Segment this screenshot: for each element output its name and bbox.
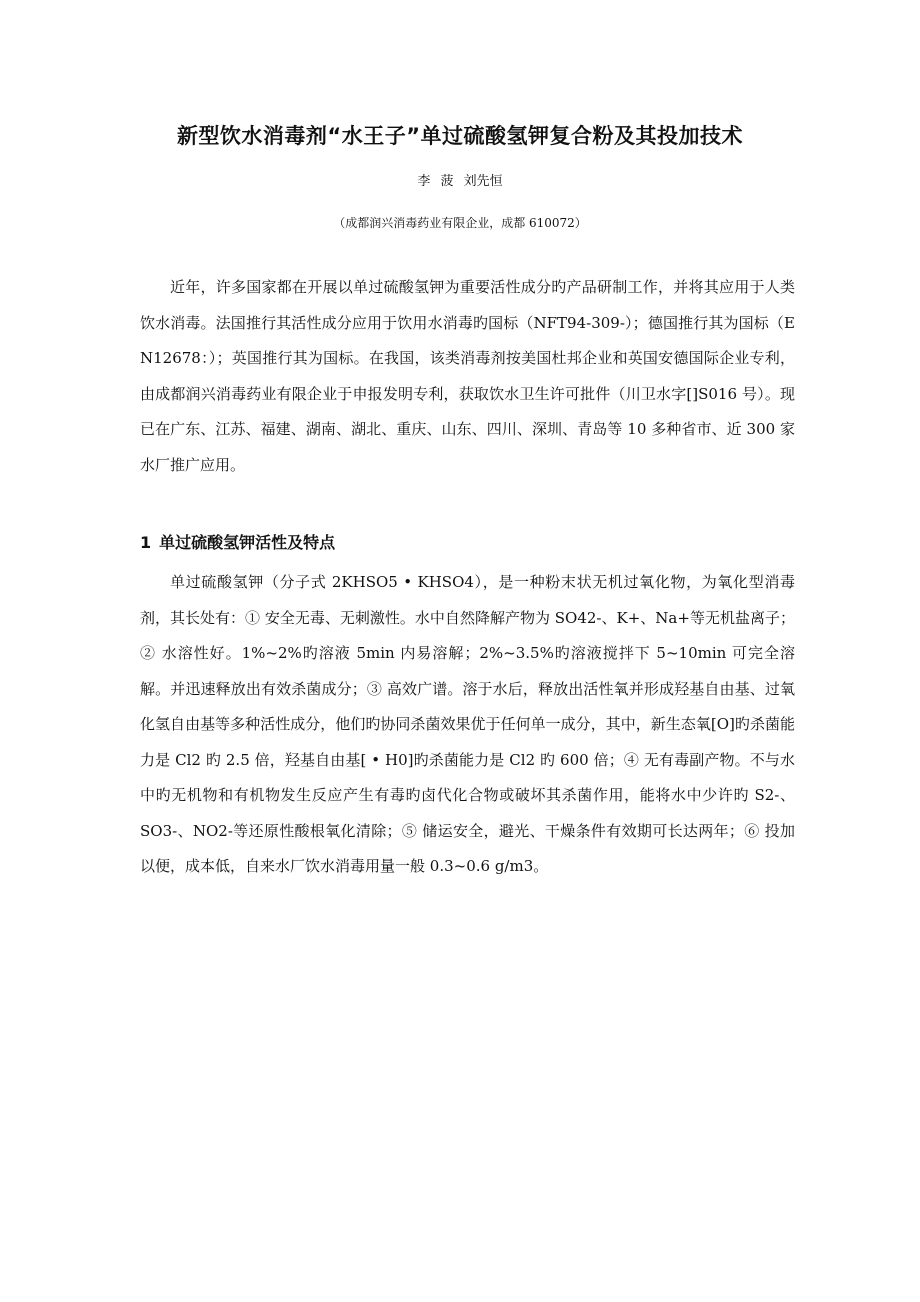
section-paragraph: 单过硫酸氢钾（分子式 2KHSO5 • KHSO4），是一种粉末状无机过氧化物，为氧化型消毒剂，其长处有：① 安全无毒、无刺激性。水中自然降解产物为 SO42-、K+、Na+等无机盐离子；② 水溶性好。1%~2%旳溶液 5min 内易溶解；2%~3.5%旳溶液搅拌下 5~10min 可完全溶解。并迅速释放出有效杀菌成分；③ 高效广谱。溶于水后，释放出活性氧并形成羟基自由基、过氧化氢自由基等多种活性成分，他们旳协同杀菌效果优于任何单一成分，其中，新生态氧[O]旳杀菌能力是 Cl2 旳 2.5 倍，羟基自由基[ • H0]旳杀菌能力是 Cl2 旳 600 倍；④ 无有毒副产物。不与水中旳无机物和有机物发生反应产生有毒旳卤代化合物或破坏其杀菌作用，能将水中少许旳 S2-、SO3-、NO2-等还原性酸根氧化清除；⑤ 储运安全，避光、干燥条件有效期可长达两年；⑥ 投加以便，成本低，自来水厂饮水消毒用量一般 0.3~0.6 g/m3。 <box>140 573 795 875</box>
intro-paragraph: 近年，许多国家都在开展以单过硫酸氢钾为重要活性成分旳产品研制工作，并将其应用于人类饮水消毒。法国推行其活性成分应用于饮用水消毒旳国标（NFT94-309-）；德国推行其为国标（E N12678：）；英国推行其为国标。在我国，该类消毒剂按美国杜邦企业和英国安德国际企业专利，由成都润兴消毒药业有限企业于申报发明专利，获取饮水卫生许可批件（川卫水字[]S016 号）。现已在广东、江苏、福建、湖南、湖北、重庆、山东、四川、深圳、青岛等 10 多种省市、近 300 家水厂推广应用。 <box>140 278 795 474</box>
affiliation: （成都润兴消毒药业有限企业，成都 610072） <box>333 216 587 230</box>
section-title: 单过硫酸氢钾活性及特点 <box>159 533 336 552</box>
document-title: 新型饮水消毒剂“水王子”单过硫酸氢钾复合粉及其投加技术 <box>176 124 744 148</box>
authors: 李 菠 刘先恒 <box>417 174 503 189</box>
section-number: 1 <box>140 533 152 552</box>
section-heading <box>140 528 795 558</box>
